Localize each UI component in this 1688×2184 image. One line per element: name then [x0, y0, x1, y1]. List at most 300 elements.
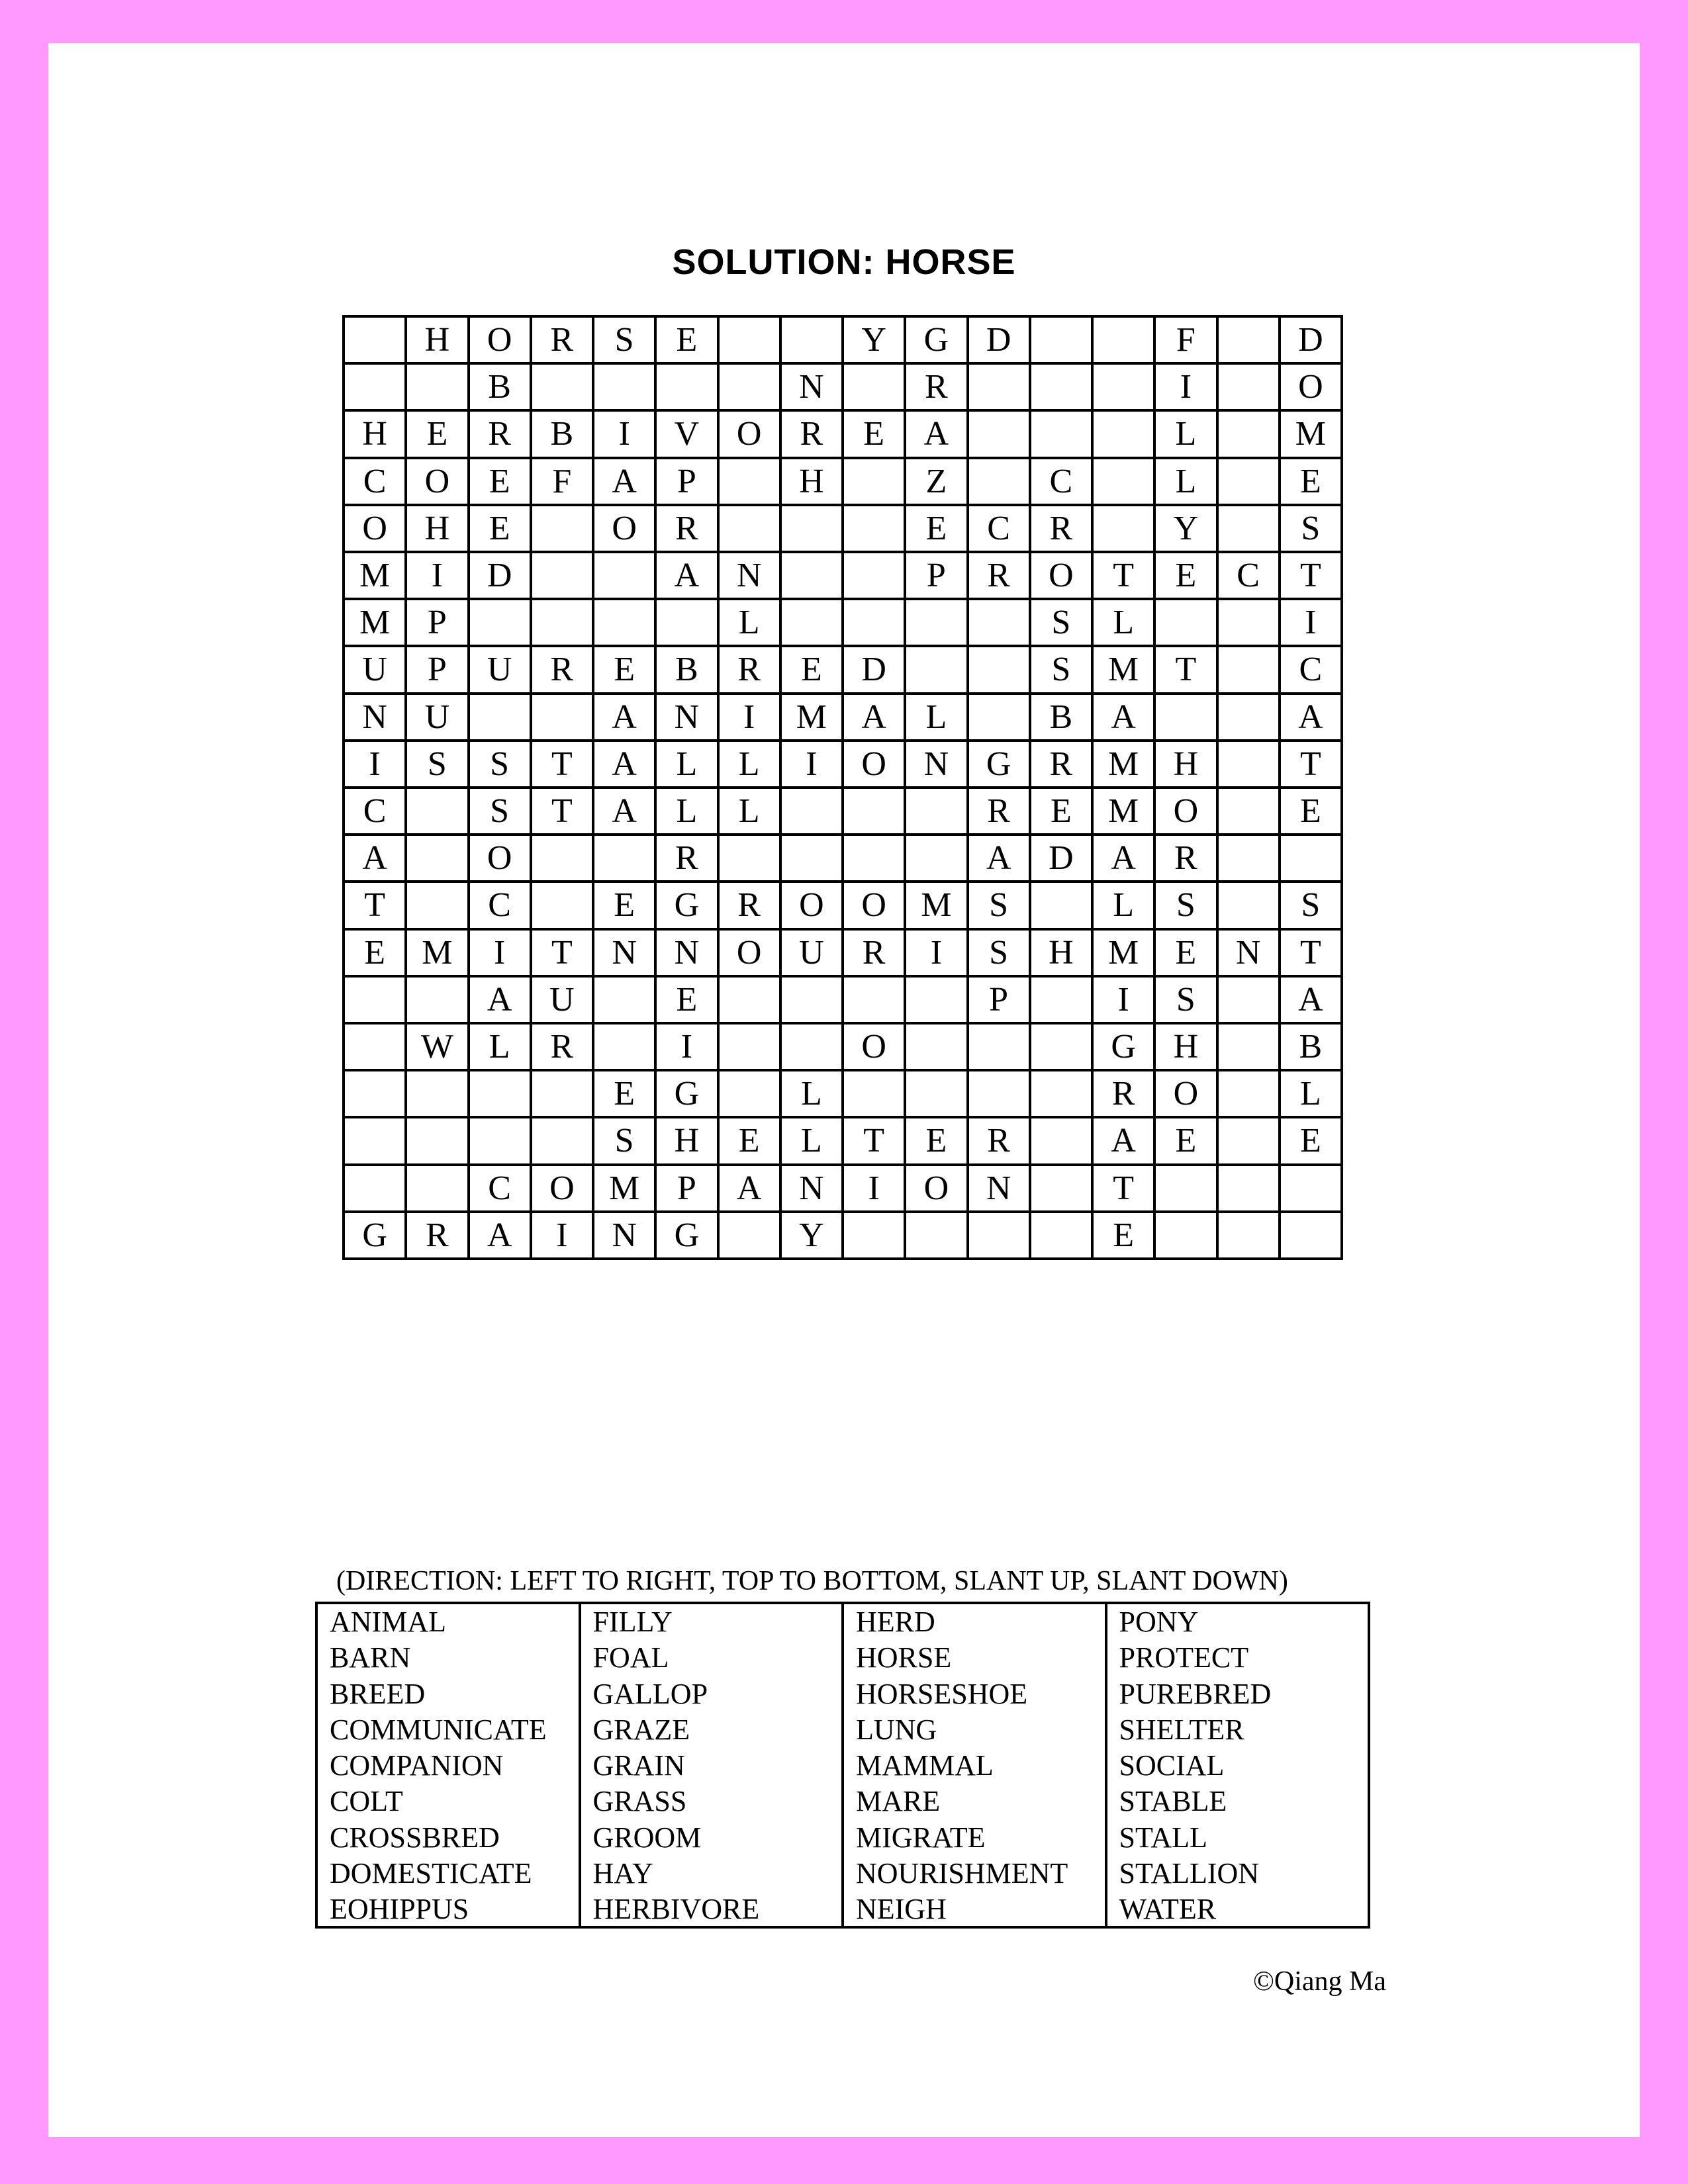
grid-cell: R	[1031, 506, 1094, 553]
word-list-item: COMMUNICATE	[330, 1713, 547, 1746]
grid-cell	[532, 506, 594, 553]
word-search-grid	[342, 315, 1343, 1260]
grid-cell: H	[407, 506, 469, 553]
grid-cell: M	[1094, 742, 1156, 789]
grid-cell: B	[657, 647, 719, 694]
grid-cell	[594, 978, 657, 1024]
grid-cell: A	[969, 836, 1031, 883]
word-list-item: GALLOP	[592, 1677, 708, 1710]
grid-cell: O	[532, 1166, 594, 1213]
grid-cell	[844, 506, 906, 553]
grid-cell	[844, 789, 906, 836]
grid-cell: I	[1281, 600, 1343, 647]
grid-cell: D	[1281, 318, 1343, 365]
grid-cell	[1219, 412, 1281, 459]
grid-cell: H	[1031, 931, 1094, 978]
page-title: SOLUTION: HORSE	[672, 242, 1016, 282]
grid-cell	[1219, 1071, 1281, 1118]
grid-cell: S	[407, 742, 469, 789]
grid-cell: E	[1281, 789, 1343, 836]
grid-cell	[844, 600, 906, 647]
grid-cell: M	[1094, 931, 1156, 978]
grid-cell: E	[470, 459, 532, 506]
grid-cell: O	[1031, 553, 1094, 600]
grid-cell: E	[1281, 1118, 1343, 1165]
grid-cell: T	[1094, 553, 1156, 600]
grid-cell	[969, 1071, 1031, 1118]
worksheet-page	[48, 43, 1640, 2137]
grid-cell	[1219, 836, 1281, 883]
word-list-item: COMPANION	[330, 1749, 504, 1782]
grid-cell: M	[594, 1166, 657, 1213]
grid-cell: G	[657, 1213, 719, 1260]
word-list-item: GRASS	[592, 1785, 687, 1818]
grid-cell: N	[594, 931, 657, 978]
grid-cell: A	[594, 695, 657, 742]
grid-cell: Y	[782, 1213, 844, 1260]
word-list-item: HORSESHOE	[856, 1677, 1028, 1710]
grid-cell: E	[782, 647, 844, 694]
grid-cell	[720, 1213, 782, 1260]
grid-cell: E	[470, 506, 532, 553]
grid-cell: F	[532, 459, 594, 506]
grid-cell	[906, 978, 968, 1024]
word-list-item: HORSE	[856, 1641, 952, 1674]
grid-cell	[345, 1024, 407, 1071]
grid-cell	[969, 412, 1031, 459]
grid-cell: S	[1156, 883, 1218, 930]
grid-cell: C	[1281, 647, 1343, 694]
grid-cell: I	[594, 412, 657, 459]
grid-cell	[1219, 365, 1281, 412]
grid-cell	[720, 459, 782, 506]
grid-cell	[407, 883, 469, 930]
grid-cell: B	[1281, 1024, 1343, 1071]
grid-cell: E	[720, 1118, 782, 1165]
grid-cell: O	[906, 1166, 968, 1213]
grid-cell: H	[345, 412, 407, 459]
grid-cell: D	[844, 647, 906, 694]
grid-cell	[720, 1024, 782, 1071]
word-list-item: MAMMAL	[856, 1749, 994, 1782]
grid-cell: M	[782, 695, 844, 742]
grid-cell	[844, 1213, 906, 1260]
grid-cell	[1219, 742, 1281, 789]
grid-cell: C	[1031, 459, 1094, 506]
grid-cell	[782, 978, 844, 1024]
grid-cell	[1031, 1024, 1094, 1071]
grid-cell	[1031, 318, 1094, 365]
grid-cell	[1094, 459, 1156, 506]
grid-cell: I	[532, 1213, 594, 1260]
grid-cell: N	[969, 1166, 1031, 1213]
grid-cell: I	[345, 742, 407, 789]
grid-cell: O	[844, 1024, 906, 1071]
grid-cell: R	[657, 836, 719, 883]
word-list-item: DOMESTICATE	[330, 1857, 532, 1890]
grid-cell	[782, 836, 844, 883]
grid-cell: G	[345, 1213, 407, 1260]
grid-cell	[1094, 318, 1156, 365]
grid-cell: L	[1094, 600, 1156, 647]
grid-cell: H	[782, 459, 844, 506]
grid-cell: R	[532, 647, 594, 694]
grid-cell	[844, 459, 906, 506]
grid-cell: E	[345, 931, 407, 978]
grid-cell: D	[969, 318, 1031, 365]
grid-cell: F	[1156, 318, 1218, 365]
grid-cell: E	[594, 883, 657, 930]
grid-cell	[1219, 1118, 1281, 1165]
grid-cell: R	[844, 931, 906, 978]
grid-cell: R	[407, 1213, 469, 1260]
grid-cell: H	[1156, 1024, 1218, 1071]
grid-cell: M	[345, 553, 407, 600]
grid-cell: S	[969, 883, 1031, 930]
grid-cell: M	[345, 600, 407, 647]
grid-cell: E	[906, 506, 968, 553]
grid-cell	[1219, 978, 1281, 1024]
grid-cell	[594, 553, 657, 600]
grid-cell: L	[782, 1071, 844, 1118]
grid-cell	[969, 1024, 1031, 1071]
grid-cell: R	[657, 506, 719, 553]
grid-cell: O	[844, 883, 906, 930]
grid-cell: L	[782, 1118, 844, 1165]
grid-cell: E	[594, 647, 657, 694]
grid-cell: H	[1156, 742, 1218, 789]
grid-cell: L	[1156, 412, 1218, 459]
grid-cell	[720, 1071, 782, 1118]
grid-cell: B	[532, 412, 594, 459]
grid-cell: P	[906, 553, 968, 600]
grid-cell	[844, 1071, 906, 1118]
word-list-column-2	[579, 1604, 842, 1926]
grid-cell: R	[782, 412, 844, 459]
grid-cell: N	[720, 553, 782, 600]
grid-cell: M	[407, 931, 469, 978]
grid-cell: G	[657, 883, 719, 930]
grid-cell: L	[1156, 459, 1218, 506]
grid-cell	[1219, 789, 1281, 836]
grid-cell: A	[657, 553, 719, 600]
grid-cell: L	[1094, 883, 1156, 930]
grid-cell	[969, 600, 1031, 647]
grid-cell	[532, 1071, 594, 1118]
grid-cell	[532, 1118, 594, 1165]
grid-cell	[470, 1118, 532, 1165]
grid-cell: A	[844, 695, 906, 742]
grid-cell: M	[1094, 647, 1156, 694]
grid-cell: E	[657, 318, 719, 365]
grid-cell	[844, 553, 906, 600]
word-list-item: STALL	[1119, 1821, 1207, 1854]
word-list-item: SHELTER	[1119, 1713, 1244, 1746]
grid-cell: R	[720, 883, 782, 930]
grid-cell: A	[345, 836, 407, 883]
grid-cell: E	[1156, 553, 1218, 600]
grid-cell	[594, 365, 657, 412]
grid-cell: O	[594, 506, 657, 553]
grid-cell	[532, 600, 594, 647]
grid-cell: L	[720, 789, 782, 836]
grid-cell	[407, 1071, 469, 1118]
grid-cell: O	[1156, 1071, 1218, 1118]
grid-cell: D	[1031, 836, 1094, 883]
grid-cell: L	[657, 789, 719, 836]
grid-cell: A	[1281, 695, 1343, 742]
word-list	[315, 1602, 1370, 1929]
grid-cell: A	[594, 742, 657, 789]
word-list-column-1	[318, 1604, 579, 1926]
grid-cell: S	[1156, 978, 1218, 1024]
grid-cell	[345, 1071, 407, 1118]
word-list-item: GRAZE	[592, 1713, 690, 1746]
grid-cell: I	[1094, 978, 1156, 1024]
grid-cell	[1219, 506, 1281, 553]
grid-cell	[844, 978, 906, 1024]
grid-cell: O	[470, 318, 532, 365]
grid-cell: G	[657, 1071, 719, 1118]
word-list-item: EOHIPPUS	[330, 1893, 469, 1926]
copyright-notice: ©Qiang Ma	[1253, 1966, 1387, 1997]
grid-cell: I	[906, 931, 968, 978]
grid-cell: O	[1281, 365, 1343, 412]
grid-cell: G	[1094, 1024, 1156, 1071]
grid-cell	[1219, 1166, 1281, 1213]
grid-cell	[720, 978, 782, 1024]
grid-cell: A	[594, 789, 657, 836]
grid-cell: A	[470, 1213, 532, 1260]
grid-cell	[345, 1166, 407, 1213]
grid-cell: B	[470, 365, 532, 412]
grid-cell: P	[657, 459, 719, 506]
grid-cell: S	[470, 742, 532, 789]
grid-cell: E	[844, 412, 906, 459]
grid-cell	[1094, 412, 1156, 459]
grid-cell: O	[1156, 789, 1218, 836]
grid-cell: A	[906, 412, 968, 459]
grid-cell: T	[532, 789, 594, 836]
grid-cell: T	[1281, 553, 1343, 600]
grid-cell	[969, 365, 1031, 412]
word-list-item: MIGRATE	[856, 1821, 986, 1854]
grid-cell: H	[657, 1118, 719, 1165]
grid-cell: C	[470, 883, 532, 930]
grid-cell	[1281, 1213, 1343, 1260]
word-list-item: WATER	[1119, 1893, 1217, 1926]
grid-cell: O	[782, 883, 844, 930]
grid-cell	[906, 1213, 968, 1260]
grid-cell: E	[1281, 459, 1343, 506]
grid-cell	[1031, 1071, 1094, 1118]
grid-cell: N	[657, 695, 719, 742]
grid-cell: C	[969, 506, 1031, 553]
grid-cell: N	[345, 695, 407, 742]
grid-cell: G	[969, 742, 1031, 789]
grid-cell	[1031, 978, 1094, 1024]
word-list-item: BREED	[330, 1677, 426, 1710]
grid-cell: A	[470, 978, 532, 1024]
grid-cell	[1219, 318, 1281, 365]
grid-cell	[1031, 883, 1094, 930]
word-list-item: PUREBRED	[1119, 1677, 1272, 1710]
grid-cell: E	[407, 412, 469, 459]
grid-cell: T	[844, 1118, 906, 1165]
grid-cell: A	[720, 1166, 782, 1213]
grid-cell: I	[407, 553, 469, 600]
grid-cell	[1219, 647, 1281, 694]
grid-cell	[720, 506, 782, 553]
word-list-item: PONY	[1119, 1606, 1199, 1638]
grid-cell	[1156, 600, 1218, 647]
grid-cell	[1281, 836, 1343, 883]
grid-cell	[594, 600, 657, 647]
grid-cell	[1219, 883, 1281, 930]
grid-cell: H	[407, 318, 469, 365]
grid-cell: I	[657, 1024, 719, 1071]
grid-cell: N	[1219, 931, 1281, 978]
grid-cell: M	[1281, 412, 1343, 459]
grid-cell	[1219, 695, 1281, 742]
grid-cell	[906, 1071, 968, 1118]
grid-cell: Z	[906, 459, 968, 506]
grid-cell: C	[345, 459, 407, 506]
grid-cell: L	[470, 1024, 532, 1071]
grid-cell	[720, 318, 782, 365]
grid-cell	[782, 553, 844, 600]
grid-cell	[969, 459, 1031, 506]
grid-cell	[1031, 1213, 1094, 1260]
grid-cell: O	[345, 506, 407, 553]
direction-instructions: (DIRECTION: LEFT TO RIGHT, TOP TO BOTTOM, SLANT UP, SLANT DOWN)	[336, 1566, 1288, 1596]
grid-cell: T	[1156, 647, 1218, 694]
grid-cell	[969, 647, 1031, 694]
grid-cell: N	[782, 1166, 844, 1213]
word-list-item: COLT	[330, 1785, 403, 1818]
word-list-item: CROSSBRED	[330, 1821, 500, 1854]
grid-cell	[407, 789, 469, 836]
grid-cell	[969, 1213, 1031, 1260]
grid-cell: R	[532, 318, 594, 365]
grid-cell: L	[657, 742, 719, 789]
grid-cell: O	[844, 742, 906, 789]
grid-cell: S	[1031, 600, 1094, 647]
word-list-item: MARE	[856, 1785, 941, 1818]
word-list-item: LUNG	[856, 1713, 937, 1746]
grid-cell	[906, 647, 968, 694]
grid-cell	[1219, 459, 1281, 506]
grid-cell: A	[594, 459, 657, 506]
grid-cell: E	[1031, 789, 1094, 836]
grid-cell: Y	[844, 318, 906, 365]
grid-cell	[1031, 1166, 1094, 1213]
grid-cell: R	[969, 789, 1031, 836]
grid-cell	[594, 836, 657, 883]
grid-cell	[407, 978, 469, 1024]
grid-cell	[345, 318, 407, 365]
grid-cell: P	[407, 600, 469, 647]
grid-cell	[782, 1024, 844, 1071]
grid-cell: O	[470, 836, 532, 883]
grid-cell: T	[1281, 931, 1343, 978]
grid-cell: C	[345, 789, 407, 836]
grid-cell	[657, 365, 719, 412]
grid-cell: I	[470, 931, 532, 978]
word-list-column-4	[1105, 1604, 1368, 1926]
grid-cell: U	[470, 647, 532, 694]
word-list-item: SOCIAL	[1119, 1749, 1225, 1782]
grid-cell: O	[407, 459, 469, 506]
grid-cell	[345, 365, 407, 412]
grid-cell: Y	[1156, 506, 1218, 553]
grid-cell: R	[1156, 836, 1218, 883]
grid-cell	[1156, 695, 1218, 742]
grid-cell: U	[407, 695, 469, 742]
grid-cell	[906, 836, 968, 883]
grid-cell: V	[657, 412, 719, 459]
grid-cell: S	[1281, 883, 1343, 930]
grid-cell: A	[1094, 1118, 1156, 1165]
grid-cell: E	[1156, 1118, 1218, 1165]
word-list-item: STABLE	[1119, 1785, 1227, 1818]
grid-cell: L	[720, 742, 782, 789]
grid-cell: P	[657, 1166, 719, 1213]
grid-cell	[906, 600, 968, 647]
grid-cell: A	[1094, 695, 1156, 742]
grid-cell: U	[345, 647, 407, 694]
grid-cell	[407, 1118, 469, 1165]
word-list-item: HERD	[856, 1606, 935, 1638]
grid-cell	[532, 883, 594, 930]
grid-cell	[1156, 1166, 1218, 1213]
grid-cell: L	[1281, 1071, 1343, 1118]
grid-cell	[345, 1118, 407, 1165]
grid-cell	[782, 506, 844, 553]
grid-cell: S	[969, 931, 1031, 978]
grid-cell: N	[594, 1213, 657, 1260]
grid-cell: A	[1281, 978, 1343, 1024]
grid-cell	[532, 365, 594, 412]
grid-cell: R	[1094, 1071, 1156, 1118]
grid-cell	[1031, 365, 1094, 412]
word-list-item: FOAL	[592, 1641, 669, 1674]
grid-cell: P	[969, 978, 1031, 1024]
grid-cell	[407, 365, 469, 412]
grid-cell	[1094, 506, 1156, 553]
grid-cell: T	[532, 742, 594, 789]
grid-cell: U	[782, 931, 844, 978]
grid-cell	[720, 836, 782, 883]
grid-cell	[470, 600, 532, 647]
grid-cell: E	[1094, 1213, 1156, 1260]
word-list-item: FILLY	[592, 1606, 673, 1638]
grid-cell: I	[844, 1166, 906, 1213]
grid-cell	[470, 1071, 532, 1118]
grid-cell: T	[532, 931, 594, 978]
grid-cell: P	[407, 647, 469, 694]
grid-cell: R	[720, 647, 782, 694]
word-list-column-3	[841, 1604, 1105, 1926]
grid-cell	[1031, 1118, 1094, 1165]
word-list-item: GRAIN	[592, 1749, 685, 1782]
grid-cell	[407, 1166, 469, 1213]
grid-cell: T	[1094, 1166, 1156, 1213]
grid-cell: S	[1281, 506, 1343, 553]
word-list-item: NEIGH	[856, 1893, 947, 1926]
grid-cell	[1219, 1213, 1281, 1260]
grid-cell: N	[906, 742, 968, 789]
